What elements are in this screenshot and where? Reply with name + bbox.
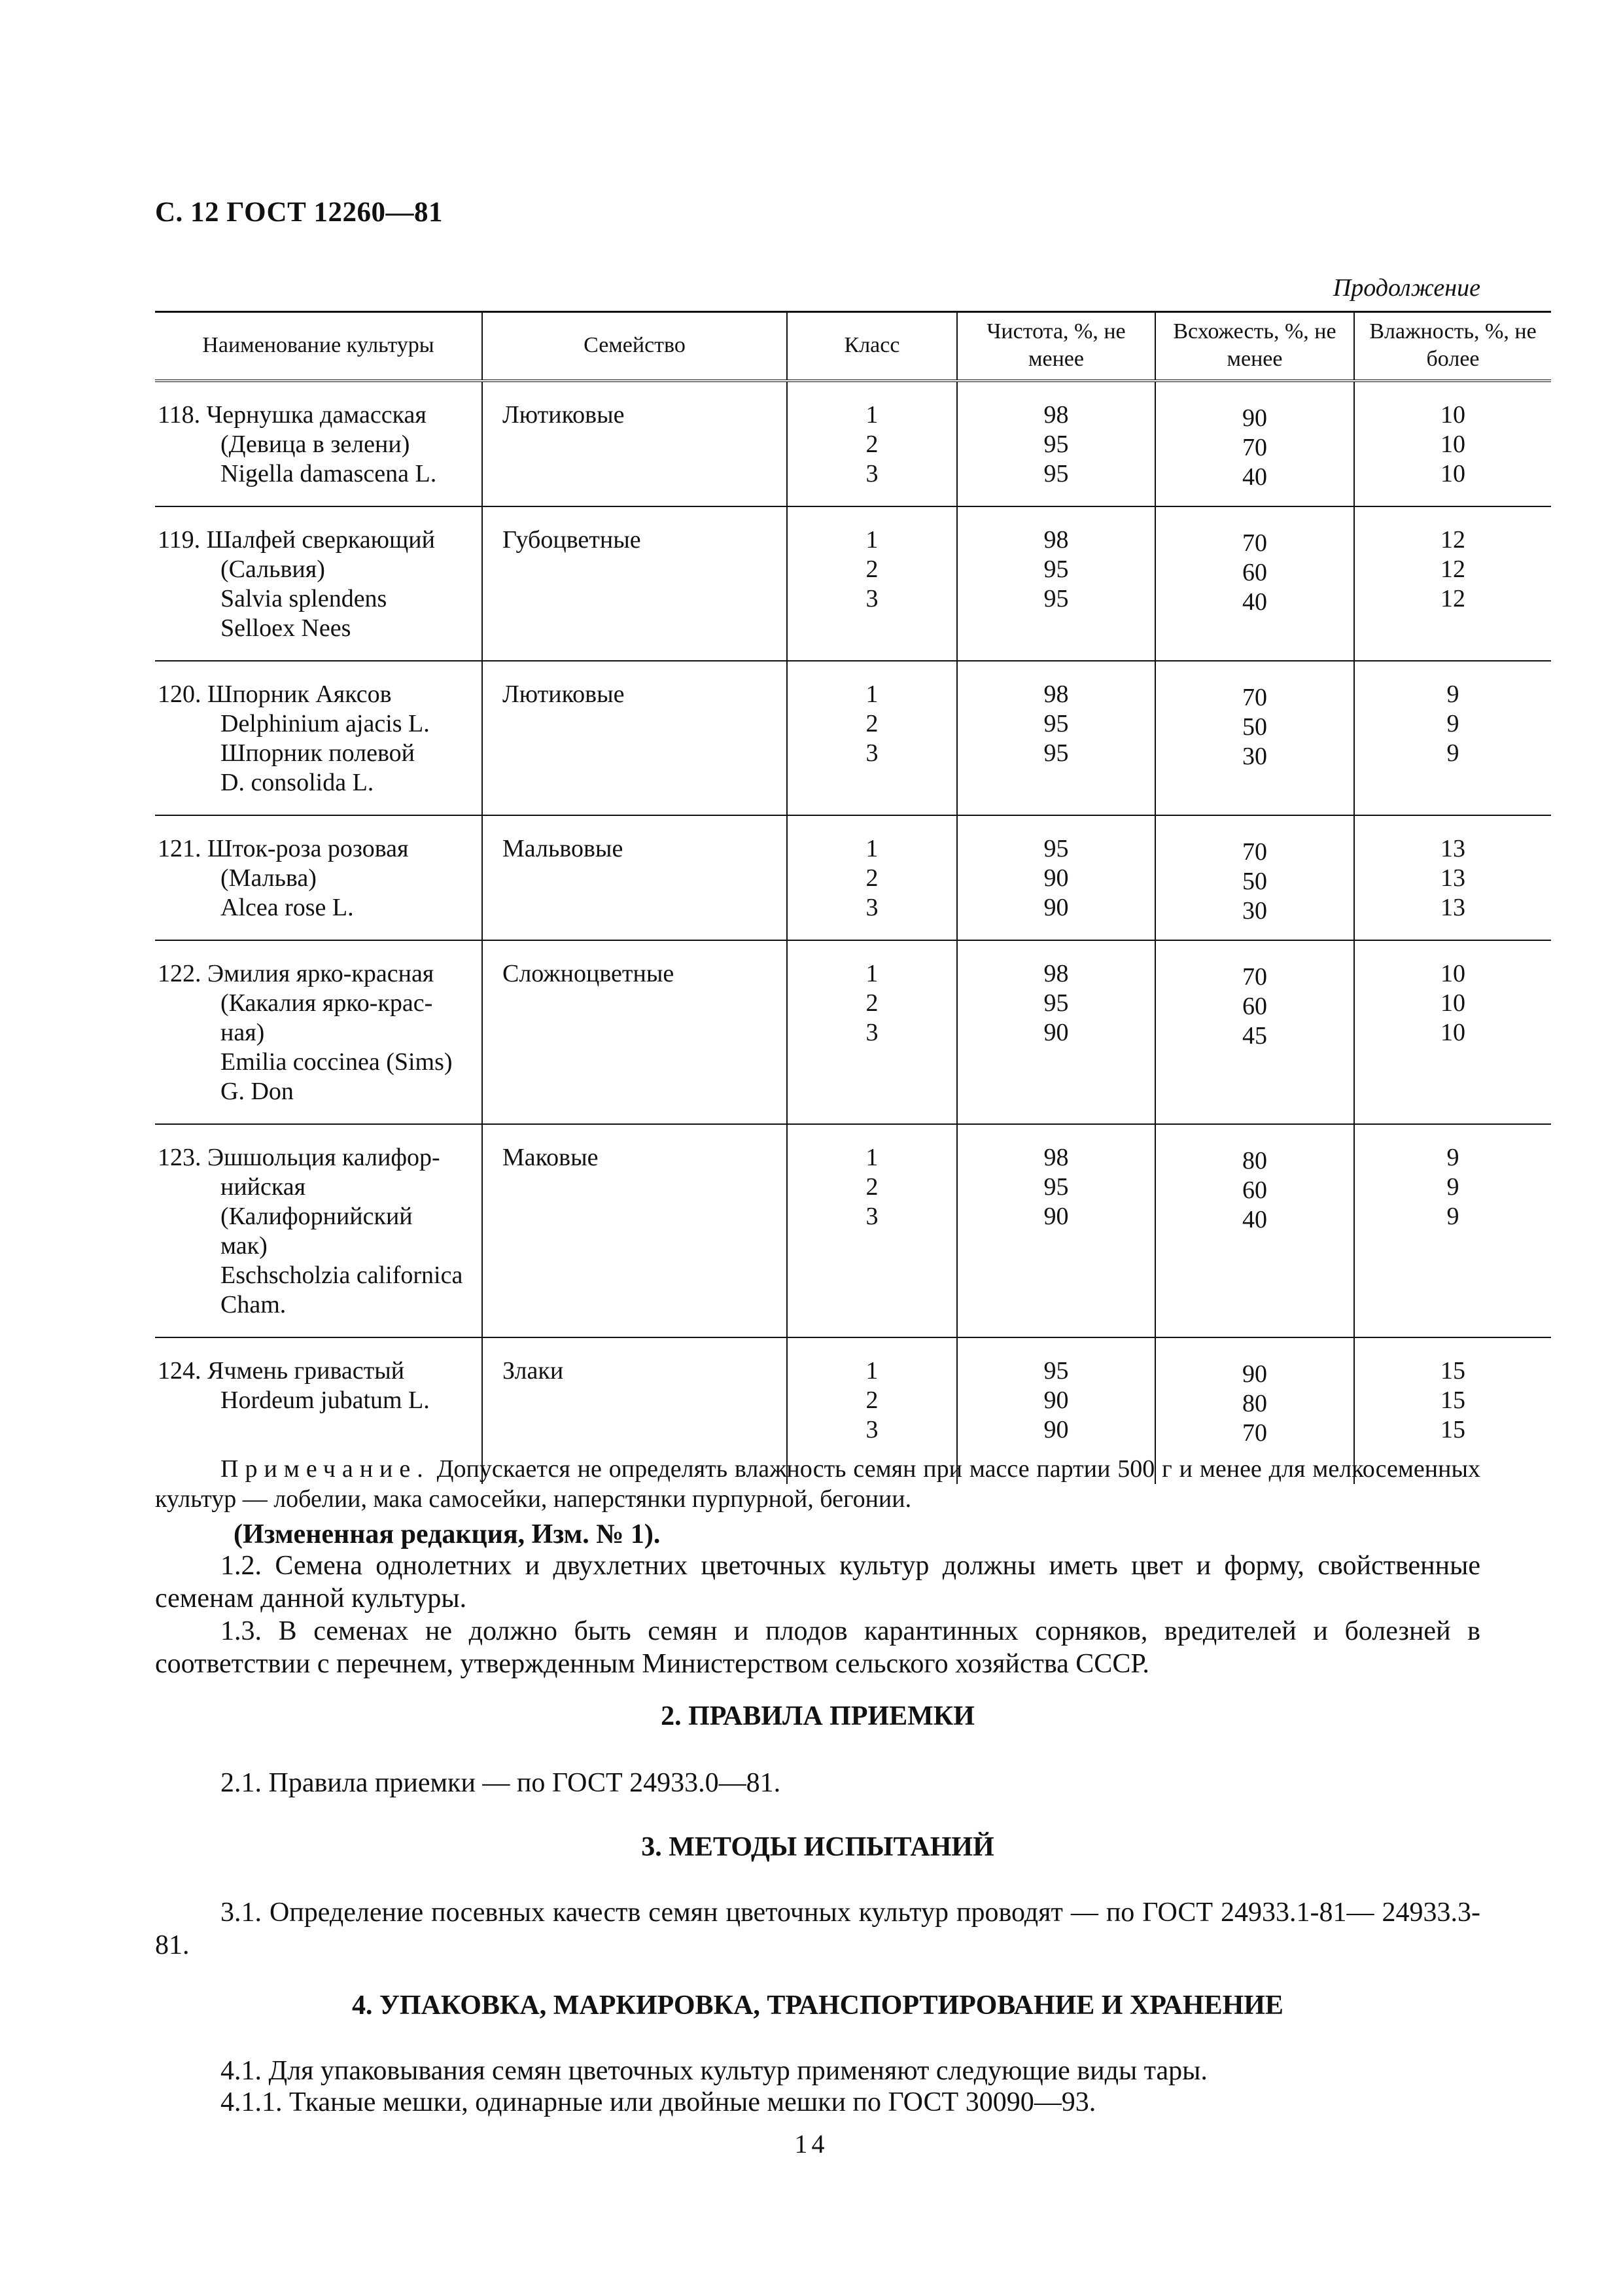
moisture-value: 9 [1446, 1173, 1459, 1201]
class-value: 1 [865, 1144, 879, 1171]
moisture-value: 9 [1446, 680, 1459, 708]
culture-name-line: 122. Эмилия ярко-красная [158, 960, 434, 987]
table-row [155, 815, 1551, 940]
class-value: 3 [865, 585, 879, 612]
moisture-value: 13 [1440, 835, 1465, 862]
table-row [155, 506, 1551, 661]
class-value: 1 [865, 401, 879, 429]
class-value: 1 [865, 680, 879, 708]
culture-name-line: нийская [220, 1173, 306, 1201]
moisture-cell [1354, 661, 1551, 815]
culture-name-line: Emilia coccinea (Sims) [220, 1048, 453, 1076]
germination-value: 90 [1242, 404, 1267, 432]
germination-value: 30 [1242, 743, 1267, 770]
purity-cell [957, 506, 1155, 661]
culture-name-line: (Сальвия) [220, 556, 325, 583]
paragraph-2-1: 2.1. Правила приемки — по ГОСТ 24933.0—81. [220, 1768, 781, 1798]
culture-name-line: 118. Чернушка дамасская [158, 401, 427, 429]
class-value: 2 [865, 431, 879, 458]
culture-name-line: (Девица в зелени) [220, 431, 410, 458]
moisture-value: 9 [1446, 1203, 1459, 1230]
germination-value: 60 [1242, 1176, 1267, 1204]
note-text: Допускается не определять влажность семян при массе партии 500 г и менее для мелкосеменных культур — лобелии, мака самосейки, наперстянки пурпурной, бегонии. [155, 1455, 1480, 1513]
class-cell [787, 940, 957, 1124]
purity-cell [957, 940, 1155, 1124]
paragraph-4-1: 4.1. Для упаковывания семян цветочных культур применяют следующие виды тары. [220, 2056, 1208, 2086]
purity-value: 95 [1043, 460, 1069, 487]
class-value: 3 [865, 1019, 879, 1046]
family-cell: Мальвовые [482, 815, 787, 940]
culture-name-line: мак) [220, 1232, 268, 1260]
germination-value: 70 [1242, 963, 1267, 991]
moisture-value: 10 [1440, 401, 1465, 429]
culture-name-cell [155, 661, 482, 815]
culture-name-line: ная) [220, 1019, 265, 1046]
culture-name-line: Selloex Nees [220, 614, 351, 642]
culture-name-cell [155, 940, 482, 1124]
germination-cell [1155, 940, 1354, 1124]
culture-standards-table [155, 311, 1551, 1484]
germination-value: 30 [1242, 897, 1267, 925]
purity-value: 98 [1043, 1144, 1069, 1171]
germination-value: 70 [1242, 434, 1267, 461]
moisture-value: 10 [1440, 1019, 1465, 1046]
moisture-cell [1354, 1124, 1551, 1337]
class-value: 3 [865, 460, 879, 487]
germination-value: 50 [1242, 868, 1267, 895]
moisture-value: 9 [1446, 739, 1459, 767]
column-header-germination: Всхожесть, %, не менее [1155, 312, 1354, 381]
germination-value: 40 [1242, 588, 1267, 616]
culture-name-line: G. Don [220, 1078, 294, 1105]
table-row [155, 661, 1551, 815]
culture-name-line: 119. Шалфей сверкающий [158, 526, 435, 554]
class-value: 3 [865, 1416, 879, 1443]
germination-cell [1155, 661, 1354, 815]
purity-value: 95 [1043, 1357, 1069, 1385]
germination-value: 80 [1242, 1390, 1267, 1417]
purity-value: 90 [1043, 1203, 1069, 1230]
class-value: 3 [865, 1203, 879, 1230]
germination-value: 45 [1242, 1022, 1267, 1050]
column-header-culture: Наименование культуры [155, 312, 482, 381]
purity-value: 95 [1043, 835, 1069, 862]
column-header-family: Семейство [482, 312, 787, 381]
moisture-cell [1354, 506, 1551, 661]
class-value: 2 [865, 1386, 879, 1414]
purity-value: 90 [1043, 1416, 1069, 1443]
purity-value: 90 [1043, 1019, 1069, 1046]
germination-value: 60 [1242, 559, 1267, 586]
section-3-title: 3. МЕТОДЫ ИСПЫТАНИЙ [641, 1832, 994, 1862]
class-cell [787, 661, 957, 815]
culture-name-cell [155, 506, 482, 661]
moisture-value: 12 [1440, 585, 1465, 612]
purity-value: 95 [1043, 739, 1069, 767]
purity-value: 98 [1043, 401, 1069, 429]
moisture-value: 15 [1440, 1386, 1465, 1414]
culture-name-line: D. consolida L. [220, 769, 374, 796]
family-cell: Лютиковые [482, 381, 787, 506]
moisture-value: 13 [1440, 864, 1465, 892]
moisture-cell [1354, 940, 1551, 1124]
moisture-value: 10 [1440, 989, 1465, 1017]
purity-value: 98 [1043, 526, 1069, 554]
germination-value: 50 [1242, 713, 1267, 741]
paragraph-1-2: 1.2. Семена однолетних и двухлетних цветочных культур должны иметь цвет и форму, свойственные семенам данной культуры. [155, 1551, 1480, 1614]
germination-value: 80 [1242, 1147, 1267, 1174]
culture-name-line: (Какалия ярко-крас- [220, 989, 433, 1017]
table-row [155, 1124, 1551, 1337]
class-value: 3 [865, 894, 879, 921]
moisture-value: 15 [1440, 1416, 1465, 1443]
culture-name-cell [155, 381, 482, 506]
moisture-value: 10 [1440, 431, 1465, 458]
family-cell: Губоцветные [482, 506, 787, 661]
purity-cell [957, 815, 1155, 940]
purity-value: 95 [1043, 556, 1069, 583]
culture-name-line: Alcea rose L. [220, 894, 354, 921]
family-cell: Сложноцветные [482, 940, 787, 1124]
purity-value: 95 [1043, 1173, 1069, 1201]
paragraph-4-1-1: 4.1.1. Тканые мешки, одинарные или двойные мешки по ГОСТ 30090—93. [220, 2087, 1096, 2117]
class-value: 1 [865, 1357, 879, 1385]
culture-name-line: Cham. [220, 1291, 287, 1318]
germination-cell [1155, 1124, 1354, 1337]
table-body [155, 381, 1551, 1484]
paragraph-1-3: 1.3. В семенах не должно быть семян и плодов карантинных сорняков, вредителей и болезней в соответствии с перечнем, утвержденным Министерством сельского хозяйства СССР. [155, 1616, 1480, 1679]
culture-name-line: (Калифорнийский [220, 1203, 413, 1230]
purity-value: 98 [1043, 680, 1069, 708]
class-value: 2 [865, 1173, 879, 1201]
germination-value: 40 [1242, 463, 1267, 491]
table-row [155, 940, 1551, 1124]
class-cell [787, 506, 957, 661]
class-value: 2 [865, 864, 879, 892]
table-row [155, 381, 1551, 506]
purity-value: 90 [1043, 1386, 1069, 1414]
section-4-title: 4. УПАКОВКА, МАРКИРОВКА, ТРАНСПОРТИРОВАНИЕ И ХРАНЕНИЕ [352, 1990, 1283, 2021]
culture-name-line: Eschscholzia californica [220, 1262, 463, 1289]
culture-name-line: Salvia splendens [220, 585, 387, 612]
purity-value: 95 [1043, 710, 1069, 737]
class-value: 2 [865, 556, 879, 583]
germination-value: 90 [1242, 1360, 1267, 1388]
moisture-cell [1354, 381, 1551, 506]
culture-name-line: 124. Ячмень гривастый [158, 1357, 405, 1385]
amendment-note: (Измененная редакция, Изм. № 1). [234, 1519, 661, 1549]
table-header-row [155, 312, 1551, 381]
class-value: 2 [865, 710, 879, 737]
column-header-class: Класс [787, 312, 957, 381]
purity-value: 90 [1043, 894, 1069, 921]
culture-name-cell [155, 1124, 482, 1337]
family-cell: Маковые [482, 1124, 787, 1337]
paragraph-3-1: 3.1. Определение посевных качеств семян цветочных культур проводят — по ГОСТ 24933.1-81— 24933.3-81. [155, 1898, 1480, 1960]
germination-cell [1155, 381, 1354, 506]
culture-name-line: Hordeum jubatum L. [220, 1386, 430, 1414]
germination-value: 60 [1242, 993, 1267, 1020]
culture-name-line: Nigella damascena L. [220, 460, 437, 487]
class-cell [787, 381, 957, 506]
germination-value: 70 [1242, 684, 1267, 711]
page-number: 14 [794, 2129, 829, 2159]
moisture-value: 12 [1440, 526, 1465, 554]
germination-cell [1155, 815, 1354, 940]
culture-name-line: 123. Эшшольция калифор- [158, 1144, 440, 1171]
class-value: 1 [865, 960, 879, 987]
germination-value: 70 [1242, 838, 1267, 866]
culture-name-line: Delphinium ajacis L. [220, 710, 430, 737]
moisture-cell [1354, 815, 1551, 940]
germination-value: 70 [1242, 529, 1267, 557]
culture-name-line: Шпорник полевой [220, 739, 415, 767]
section-2-title: 2. ПРАВИЛА ПРИЕМКИ [661, 1701, 975, 1731]
class-value: 2 [865, 989, 879, 1017]
moisture-value: 15 [1440, 1357, 1465, 1385]
purity-cell [957, 661, 1155, 815]
germination-cell [1155, 506, 1354, 661]
class-cell [787, 815, 957, 940]
class-cell [787, 1124, 957, 1337]
moisture-value: 9 [1446, 710, 1459, 737]
purity-value: 95 [1043, 989, 1069, 1017]
note-label: Примечание. [220, 1455, 430, 1483]
page-header: С. 12 ГОСТ 12260—81 [155, 197, 444, 228]
table-note [155, 1454, 1480, 1514]
table-continuation-label: Продолжение [1333, 274, 1480, 302]
column-header-moisture: Влажность, %, не более [1354, 312, 1551, 381]
column-header-purity: Чистота, %, не менее [957, 312, 1155, 381]
class-value: 3 [865, 739, 879, 767]
moisture-value: 10 [1440, 960, 1465, 987]
moisture-value: 9 [1446, 1144, 1459, 1171]
purity-value: 95 [1043, 585, 1069, 612]
purity-cell [957, 1124, 1155, 1337]
family-cell: Лютиковые [482, 661, 787, 815]
germination-value: 70 [1242, 1419, 1267, 1447]
culture-name-line: 121. Шток-роза розовая [158, 835, 409, 862]
purity-value: 90 [1043, 864, 1069, 892]
family-cell: Злаки [482, 1337, 787, 1484]
purity-cell [957, 381, 1155, 506]
class-value: 1 [865, 835, 879, 862]
culture-name-line: (Мальва) [220, 864, 317, 892]
purity-value: 98 [1043, 960, 1069, 987]
purity-value: 95 [1043, 431, 1069, 458]
class-value: 1 [865, 526, 879, 554]
germination-value: 40 [1242, 1206, 1267, 1233]
moisture-value: 13 [1440, 894, 1465, 921]
culture-name-line: 120. Шпорник Аяксов [158, 680, 392, 708]
moisture-value: 10 [1440, 460, 1465, 487]
culture-name-cell [155, 815, 482, 940]
moisture-value: 12 [1440, 556, 1465, 583]
